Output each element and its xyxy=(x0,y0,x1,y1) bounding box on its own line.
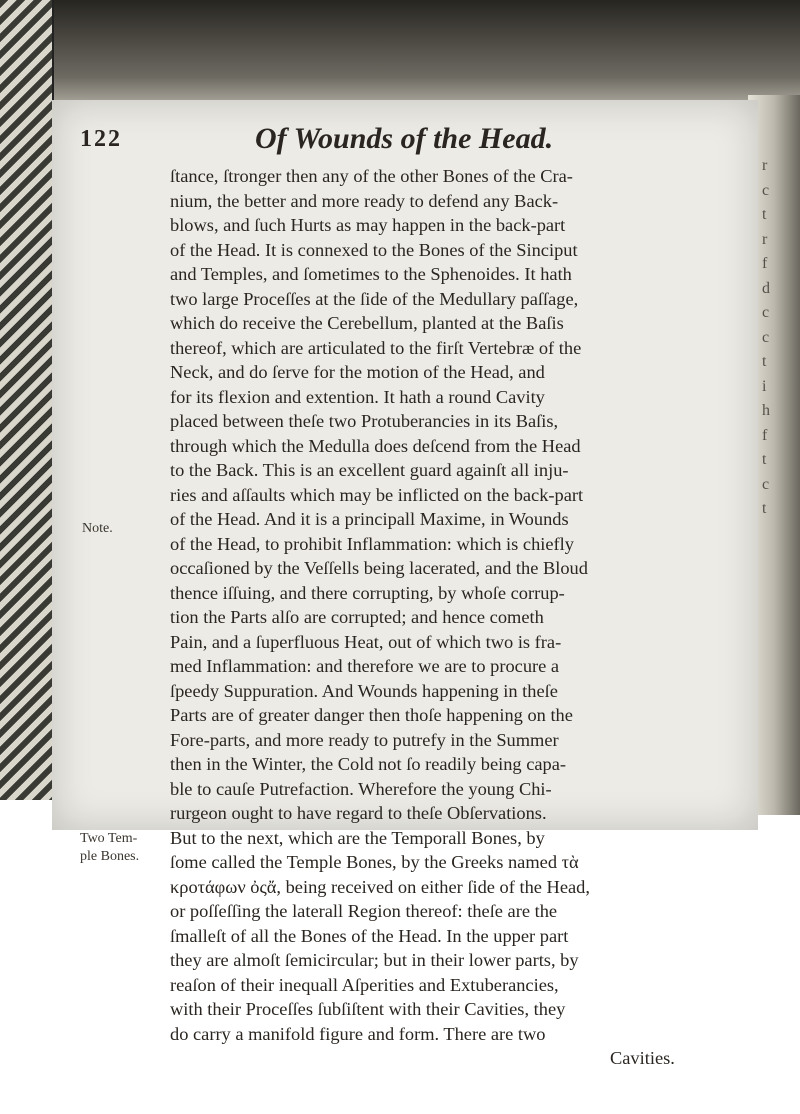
text-line: two large Proceſſes at the ſide of the Medullary paſſage, xyxy=(170,288,579,309)
text-line: ble to cauſe Putrefaction. Wherefore the young Chi- xyxy=(170,778,552,799)
text-line: But to the next, which are the Temporall Bones, by xyxy=(170,827,545,848)
text-line: ſmalleſt of all the Bones of the Head. In the upper part xyxy=(170,925,569,946)
text-line: placed between theſe two Protuberancies in its Baſis, xyxy=(170,411,559,431)
text-line: of the Head, to prohibit Inflammation: which is chiefly xyxy=(170,533,574,554)
text-line: with their Proceſſes ſubſiſtent with their Cavities, they xyxy=(170,999,566,1019)
body-text xyxy=(170,164,764,1071)
text-line: tion the Parts alſo are corrupted; and hence cometh xyxy=(170,607,544,627)
text-line: Fore-parts, and more ready to putrefy in the Summer xyxy=(170,729,559,750)
text-line: blows, and ſuch Hurts as may happen in the back-part xyxy=(170,215,566,235)
text-line: of the Head. And it is a principall Maxime, in Wounds xyxy=(170,509,569,529)
text-line: or poſſeſſing the laterall Region thereof: theſe are the xyxy=(170,901,558,921)
text-line: ſome called the Temple Bones, by the Greeks named τὰ xyxy=(170,852,579,872)
text-line: nium, the better and more ready to defend any Back- xyxy=(170,190,559,211)
text-line: thereof, which are articulated to the firſt Vertebræ of the xyxy=(170,337,582,358)
text-line: ries and aſſaults which may be inflicted on the back-part xyxy=(170,484,584,505)
text-line: κροτάφων ὀςἄ, being received on either ſide of the Head, xyxy=(170,876,590,897)
running-title: Of Wounds of the Head. xyxy=(255,122,554,155)
text-line: and Temples, and ſometimes to the Sphenoides. It hath xyxy=(170,264,572,284)
facing-page-fragment: r c t r f d c c t i h f t c t xyxy=(762,157,770,517)
text-line: then in the Winter, the Cold not ſo readily being capa- xyxy=(170,754,567,774)
margin-note: Two Tem- xyxy=(80,831,138,846)
text-line: Neck, and do ſerve for the motion of the Head, and xyxy=(170,362,545,382)
catchword: Cavities. xyxy=(610,1048,675,1068)
text-line: occaſioned by the Veſſells being lacerated, and the Bloud xyxy=(170,558,588,578)
page-number: 122 xyxy=(80,126,122,152)
text-line: med Inflammation: and therefore we are to procure a xyxy=(170,656,560,676)
text-line: through which the Medulla does deſcend from the Head xyxy=(170,435,581,456)
page-header xyxy=(80,122,730,162)
text-line: Parts are of greater danger then thoſe happening on the xyxy=(170,705,573,725)
text-line: rurgeon ought to have regard to theſe Obſervations. xyxy=(170,803,547,823)
text-line: ſpeedy Suppuration. And Wounds happening in theſe xyxy=(170,680,558,701)
book-top-edge xyxy=(40,0,800,110)
text-line: ſtance, ſtronger then any of the other Bones of the Cra- xyxy=(170,166,573,186)
text-line: thence iſſuing, and there corrupting, by whoſe corrup- xyxy=(170,582,565,603)
text-line: of the Head. It is connexed to the Bones of the Sinciput xyxy=(170,239,578,260)
book-left-edge xyxy=(0,0,54,800)
margin-note: ple Bones. xyxy=(80,849,140,864)
text-line: which do receive the Cerebellum, planted at the Baſis xyxy=(170,313,564,333)
margin-note: Note. xyxy=(82,521,113,536)
text-line: Pain, and a ſuperfluous Heat, out of which two is fra- xyxy=(170,631,562,652)
text-line: do carry a manifold figure and form. There are two xyxy=(170,1023,546,1044)
text-line: to the Back. This is an excellent guard againſt all inju- xyxy=(170,460,569,480)
text-line: for its flexion and extention. It hath a round Cavity xyxy=(170,386,545,407)
text-line: they are almoſt ſemicircular; but in their lower parts, by xyxy=(170,950,579,970)
text-line: reaſon of their inequall Aſperities and Extuberancies, xyxy=(170,974,559,995)
